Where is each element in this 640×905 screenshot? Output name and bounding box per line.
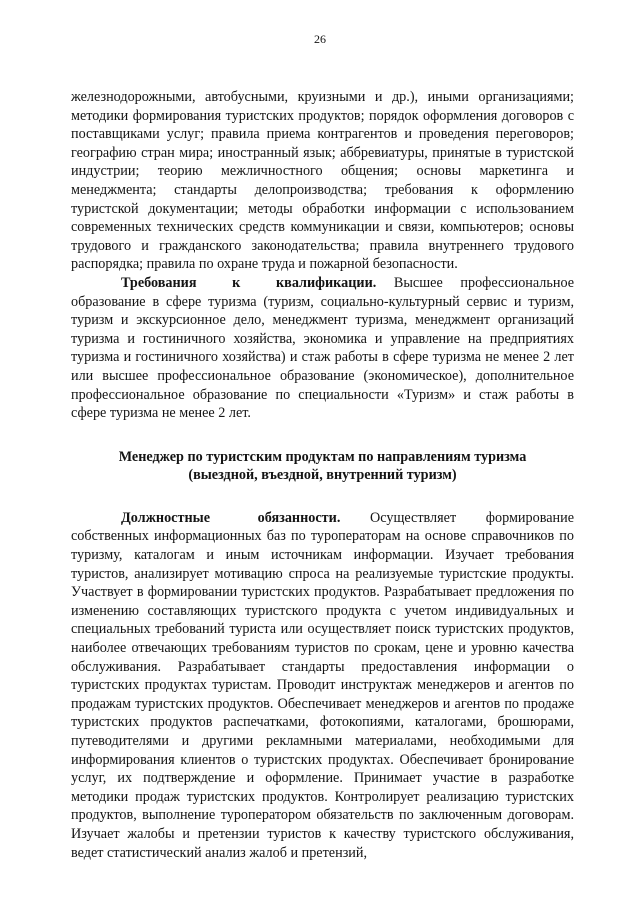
section-title-line-2: (выездной, въездной, внутренний туризм) xyxy=(188,467,457,484)
page-number: 26 xyxy=(314,32,326,46)
section-title-line-1: Менеджер по туристским продуктам по направлениям туризма xyxy=(118,448,527,465)
paragraph-continuation: железнодорожными, автобусными, круизными и др.), иными организациями; методики формирования туристских продуктов; порядок оформления договоров с поставщиками услуг; правила приема контрагентов и проведения переговоров; географию стран мира; иностранный язык; аббревиатуры, принятые в туристской индустрии; теорию межличностного общения; основы маркетинга и менеджмента; стандарты делопроизводства; требования к оформлению туристской документации; методы обработки информации с использованием современных технических средств коммуникации и связи, компьютеров; основы трудового и гражданского законодательства; правила внутреннего трудового распорядка; правила по охране труда и пожарной безопасности. xyxy=(71,89,574,273)
document-body xyxy=(71,88,574,862)
job-duties-text: Осуществляет формирование собственных информационных баз по туроператорам на основе справочников по туризму, каталогам и иным источникам информации. Изучает требования туристов, анализирует мотивацию спроса на реализуемые туристские продукты. Участвует в формировании туристских продуктов. Разрабатывает предложения по изменению составляющих туристского продукта с учетом индивидуальных и специальных требований туриста или осуществляет поиск туристских продуктов, наиболее отвечающих требованиям туристов по срокам, цене и уровню качества обслуживания. Разрабатывает стандарты предоставления информации о туристских продуктах туристам. Проводит инструктаж менеджеров и агентов по продажам туристских продуктов. Обеспечивает менеджеров и агентов по продаже туристских продуктов распечатками, фотокопиями, каталогами, брошюрами, путеводителями и другими рекламными материалами, необходимыми для информирования клиентов о туристских продуктах. Обеспечивает бронирование услуг, их подтверждение и оформление. Принимает участие в разработке методики продаж туристских продуктов. Контролирует реализацию туристских продуктов, выполнение туроператором обязательств по заключенным договорам. Изучает жалобы и претензии туристов к качеству туристского обслуживания, ведет статистический анализ жалоб и претензий, xyxy=(71,509,574,861)
paragraph-qualification-requirements xyxy=(71,274,574,423)
paragraph-job-duties xyxy=(71,509,574,862)
qualification-requirements-heading: Требования к квалификации. xyxy=(121,274,377,291)
section-title xyxy=(71,448,574,485)
job-duties-heading: Должностные обязанности. xyxy=(121,509,341,526)
qualification-requirements-text: Высшее профессиональное образование в сфере туризма (туризм, социально-культурный сервис и туризм, туризм и экскурсионное дело, менеджмент туризма, менеджмент организаций туризма и гостиничного хозяйства, экономика и управление на предприятиях туризма и гостиничного хозяйства) и стаж работы в сфере туризма не менее 2 лет или высшее профессиональное образование (экономическое), дополнительное профессиональное образование по специальности «Туризм» и стаж работы в сфере туризма не менее 2 лет. xyxy=(71,274,575,422)
